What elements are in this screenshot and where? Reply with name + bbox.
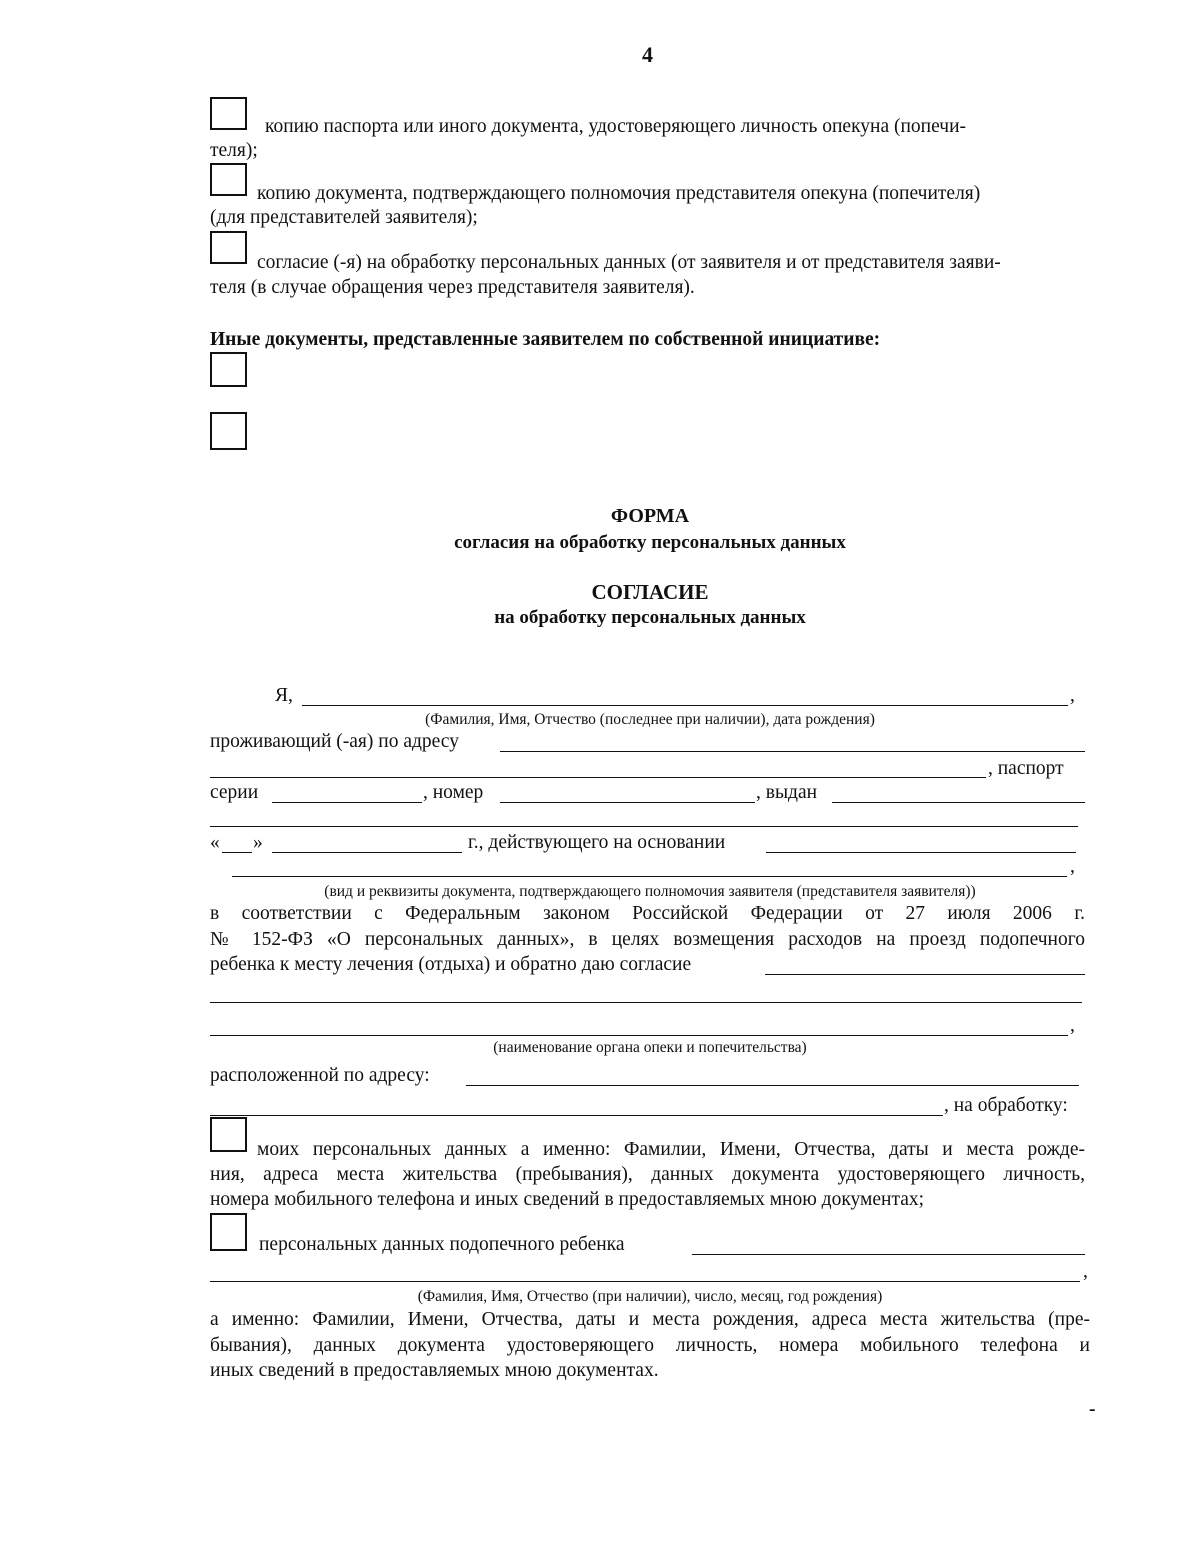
child-name-field[interactable] [692,1231,1085,1255]
attachment-label-passport-copy-cont: теля); [210,140,258,161]
attachment-label-consent: согласие (-я) на обработку персональных данных (от заявителя и от представителя заяви- [257,252,1001,273]
child-name-cont-field[interactable] [210,1258,1080,1282]
i-label: Я, [275,685,293,706]
attachment-checkbox-authority-doc[interactable] [210,163,247,196]
law-text-line-2: № 152-ФЗ «О персональных данных», в целях возмещения расходов на проезд подопечного [210,929,1085,950]
form-subtitle: согласия на обработку персональных данных [454,532,846,553]
authority-basis-field[interactable] [766,829,1076,853]
other-document-checkbox-1[interactable] [210,352,247,387]
trailing-mark: - [1089,1399,1096,1420]
authority-caption: (наименование органа опеки и попечительства) [493,1039,807,1056]
issued-label: , выдан [756,782,818,803]
namely-text-line-2: бывания), данных документа удостоверяющего личность, номера мобильного телефона и [210,1335,1090,1356]
full-name-birthdate-field[interactable] [302,682,1068,706]
comma: , [1070,685,1075,706]
residence-address-field[interactable] [500,728,1085,752]
consent-title: СОГЛАСИЕ [591,580,709,604]
consent-recipient-cont-field[interactable] [210,979,1082,1003]
attachment-label-passport-copy: копию паспорта или иного документа, удостоверяющего личность опекуна (попечи- [265,116,967,137]
consent-subtitle: на обработку персональных данных [494,607,806,628]
issue-day-field[interactable] [222,829,252,853]
attachment-checkbox-passport-copy[interactable] [210,97,247,130]
namely-text-line-1: а именно: Фамилии, Имени, Отчества, даты и места рождения, адреса места жительства (пре- [210,1309,1090,1330]
attachment-label-authority-doc-cont: (для представителей заявителя); [210,207,478,228]
attachment-checkbox-consent[interactable] [210,231,247,264]
authority-address-field[interactable] [466,1062,1079,1086]
passport-issued-by-cont-field[interactable] [210,803,1078,827]
processing-label: , на обработку: [944,1095,1068,1116]
comma-3: , [1070,1015,1075,1036]
form-title: ФОРМА [610,505,690,527]
passport-label: , паспорт [988,758,1064,779]
law-text-line-3: ребенка к месту лечения (отдыха) и обратно даю согласие [210,954,692,975]
series-label: серии [210,782,259,803]
law-text-line-1: в соответствии с Федеральным законом Российской Федерации от 27 июля 2006 г. [210,903,1085,924]
comma-4: , [1083,1261,1088,1282]
consent-recipient-cont2-field[interactable] [210,1012,1068,1036]
residence-address-cont-field[interactable] [210,754,986,778]
number-label: , номер [423,782,484,803]
child-data-checkbox[interactable] [210,1213,247,1251]
fio-caption: (Фамилия, Имя, Отчество (последнее при наличии), дата рождения) [425,711,875,728]
attachment-label-consent-cont: теля (в случае обращения через представителя заявителя). [210,277,695,298]
date-open-quote: « [210,832,220,853]
authority-address-cont-field[interactable] [210,1092,943,1116]
other-documents-heading: Иные документы, представленные заявителем по собственной инициативе: [210,329,881,350]
page-number: 4 [642,42,653,67]
issue-month-field[interactable] [272,829,462,853]
passport-number-field[interactable] [500,779,755,803]
child-caption: (Фамилия, Имя, Отчество (при наличии), число, месяц, год рождения) [417,1288,883,1305]
residing-label: проживающий (-ая) по адресу [210,731,459,752]
other-document-checkbox-2[interactable] [210,412,247,450]
own-data-text-line-2: ния, адреса места жительства (пребывания), данных документа удостоверяющего личность, [210,1164,1085,1185]
basis-caption: (вид и реквизиты документа, подтверждающего полномочия заявителя (представителя заявителя)) [324,883,976,900]
passport-issued-by-field[interactable] [832,779,1085,803]
own-data-text-line-1: моих персональных данных а именно: Фамилии, Имени, Отчества, даты и места рожде- [257,1139,1085,1160]
attachment-label-authority-doc: копию документа, подтверждающего полномочия представителя опекуна (попечителя) [257,183,981,204]
authority-basis-cont-field[interactable] [232,853,1067,877]
located-label: расположенной по адресу: [210,1065,430,1086]
comma-2: , [1070,856,1075,877]
namely-text-line-3: иных сведений в предоставляемых мною документах. [210,1360,659,1381]
year-basis-label: г., действующего на основании [468,832,726,853]
own-data-text-line-3: номера мобильного телефона и иных сведений в предоставляемых мною документах; [210,1189,925,1210]
own-data-checkbox[interactable] [210,1117,247,1152]
date-close-quote: » [253,832,263,853]
consent-recipient-field[interactable] [765,951,1085,975]
child-data-label: персональных данных подопечного ребенка [259,1234,625,1255]
passport-series-field[interactable] [272,779,422,803]
